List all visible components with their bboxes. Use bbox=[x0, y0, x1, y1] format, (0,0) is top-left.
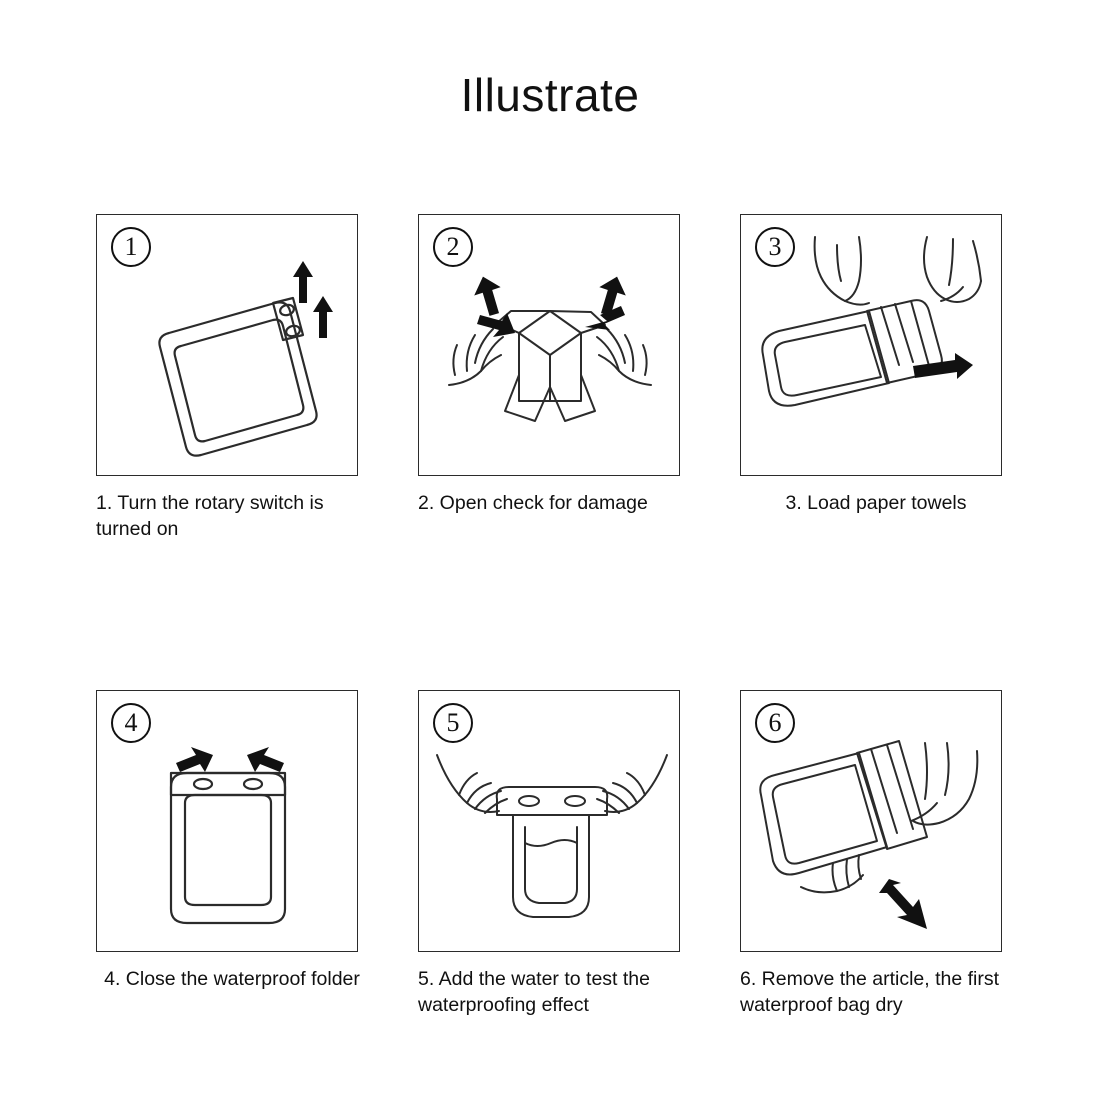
grid-gap bbox=[364, 542, 365, 1018]
step-caption-1: 1. Turn the rotary switch is turned on bbox=[96, 492, 324, 541]
step-card-4 bbox=[96, 690, 364, 1018]
step-illustration-1 bbox=[97, 215, 357, 475]
steps-grid bbox=[96, 214, 1008, 1019]
step-card-1 bbox=[96, 214, 364, 542]
step-caption-2: 2. Open check for damage bbox=[418, 492, 648, 514]
arrow-icon bbox=[472, 276, 629, 337]
step-illustration-4 bbox=[97, 691, 357, 951]
step-frame-3 bbox=[740, 214, 1002, 476]
step-number-badge: 6 bbox=[755, 703, 795, 743]
step-card-2 bbox=[418, 214, 686, 542]
step-illustration-2 bbox=[419, 215, 679, 475]
step-number-badge: 2 bbox=[433, 227, 473, 267]
page-title: Illustrate bbox=[460, 69, 640, 121]
step-caption-6: 6. Remove the article, the first waterproof bag dry bbox=[740, 968, 1000, 1017]
arrow-icon bbox=[913, 353, 973, 379]
grid-gap bbox=[686, 542, 687, 1018]
arrow-icon bbox=[176, 747, 284, 772]
step-frame-5 bbox=[418, 690, 680, 952]
step-illustration-3 bbox=[741, 215, 1001, 475]
step-number-badge: 1 bbox=[111, 227, 151, 267]
step-card-6 bbox=[740, 690, 1008, 1018]
step-frame-4 bbox=[96, 690, 358, 952]
step-caption-5: 5. Add the water to test the waterproofing effect bbox=[418, 968, 650, 1017]
step-number-badge: 3 bbox=[755, 227, 795, 267]
step-card-5 bbox=[418, 690, 686, 1018]
step-number-badge: 4 bbox=[111, 703, 151, 743]
step-caption-4: 4. Close the waterproof folder bbox=[104, 968, 360, 991]
arrow-icon bbox=[879, 879, 927, 929]
step-frame-2 bbox=[418, 214, 680, 476]
grid-gap bbox=[686, 214, 687, 542]
step-caption-3: 3. Load paper towels bbox=[785, 492, 967, 514]
grid-gap bbox=[364, 214, 365, 542]
step-frame-1 bbox=[96, 214, 358, 476]
step-illustration-6 bbox=[741, 691, 1001, 951]
step-illustration-5 bbox=[419, 691, 679, 951]
step-card-3 bbox=[740, 214, 1008, 542]
step-number-badge: 5 bbox=[433, 703, 473, 743]
step-frame-6 bbox=[740, 690, 1002, 952]
